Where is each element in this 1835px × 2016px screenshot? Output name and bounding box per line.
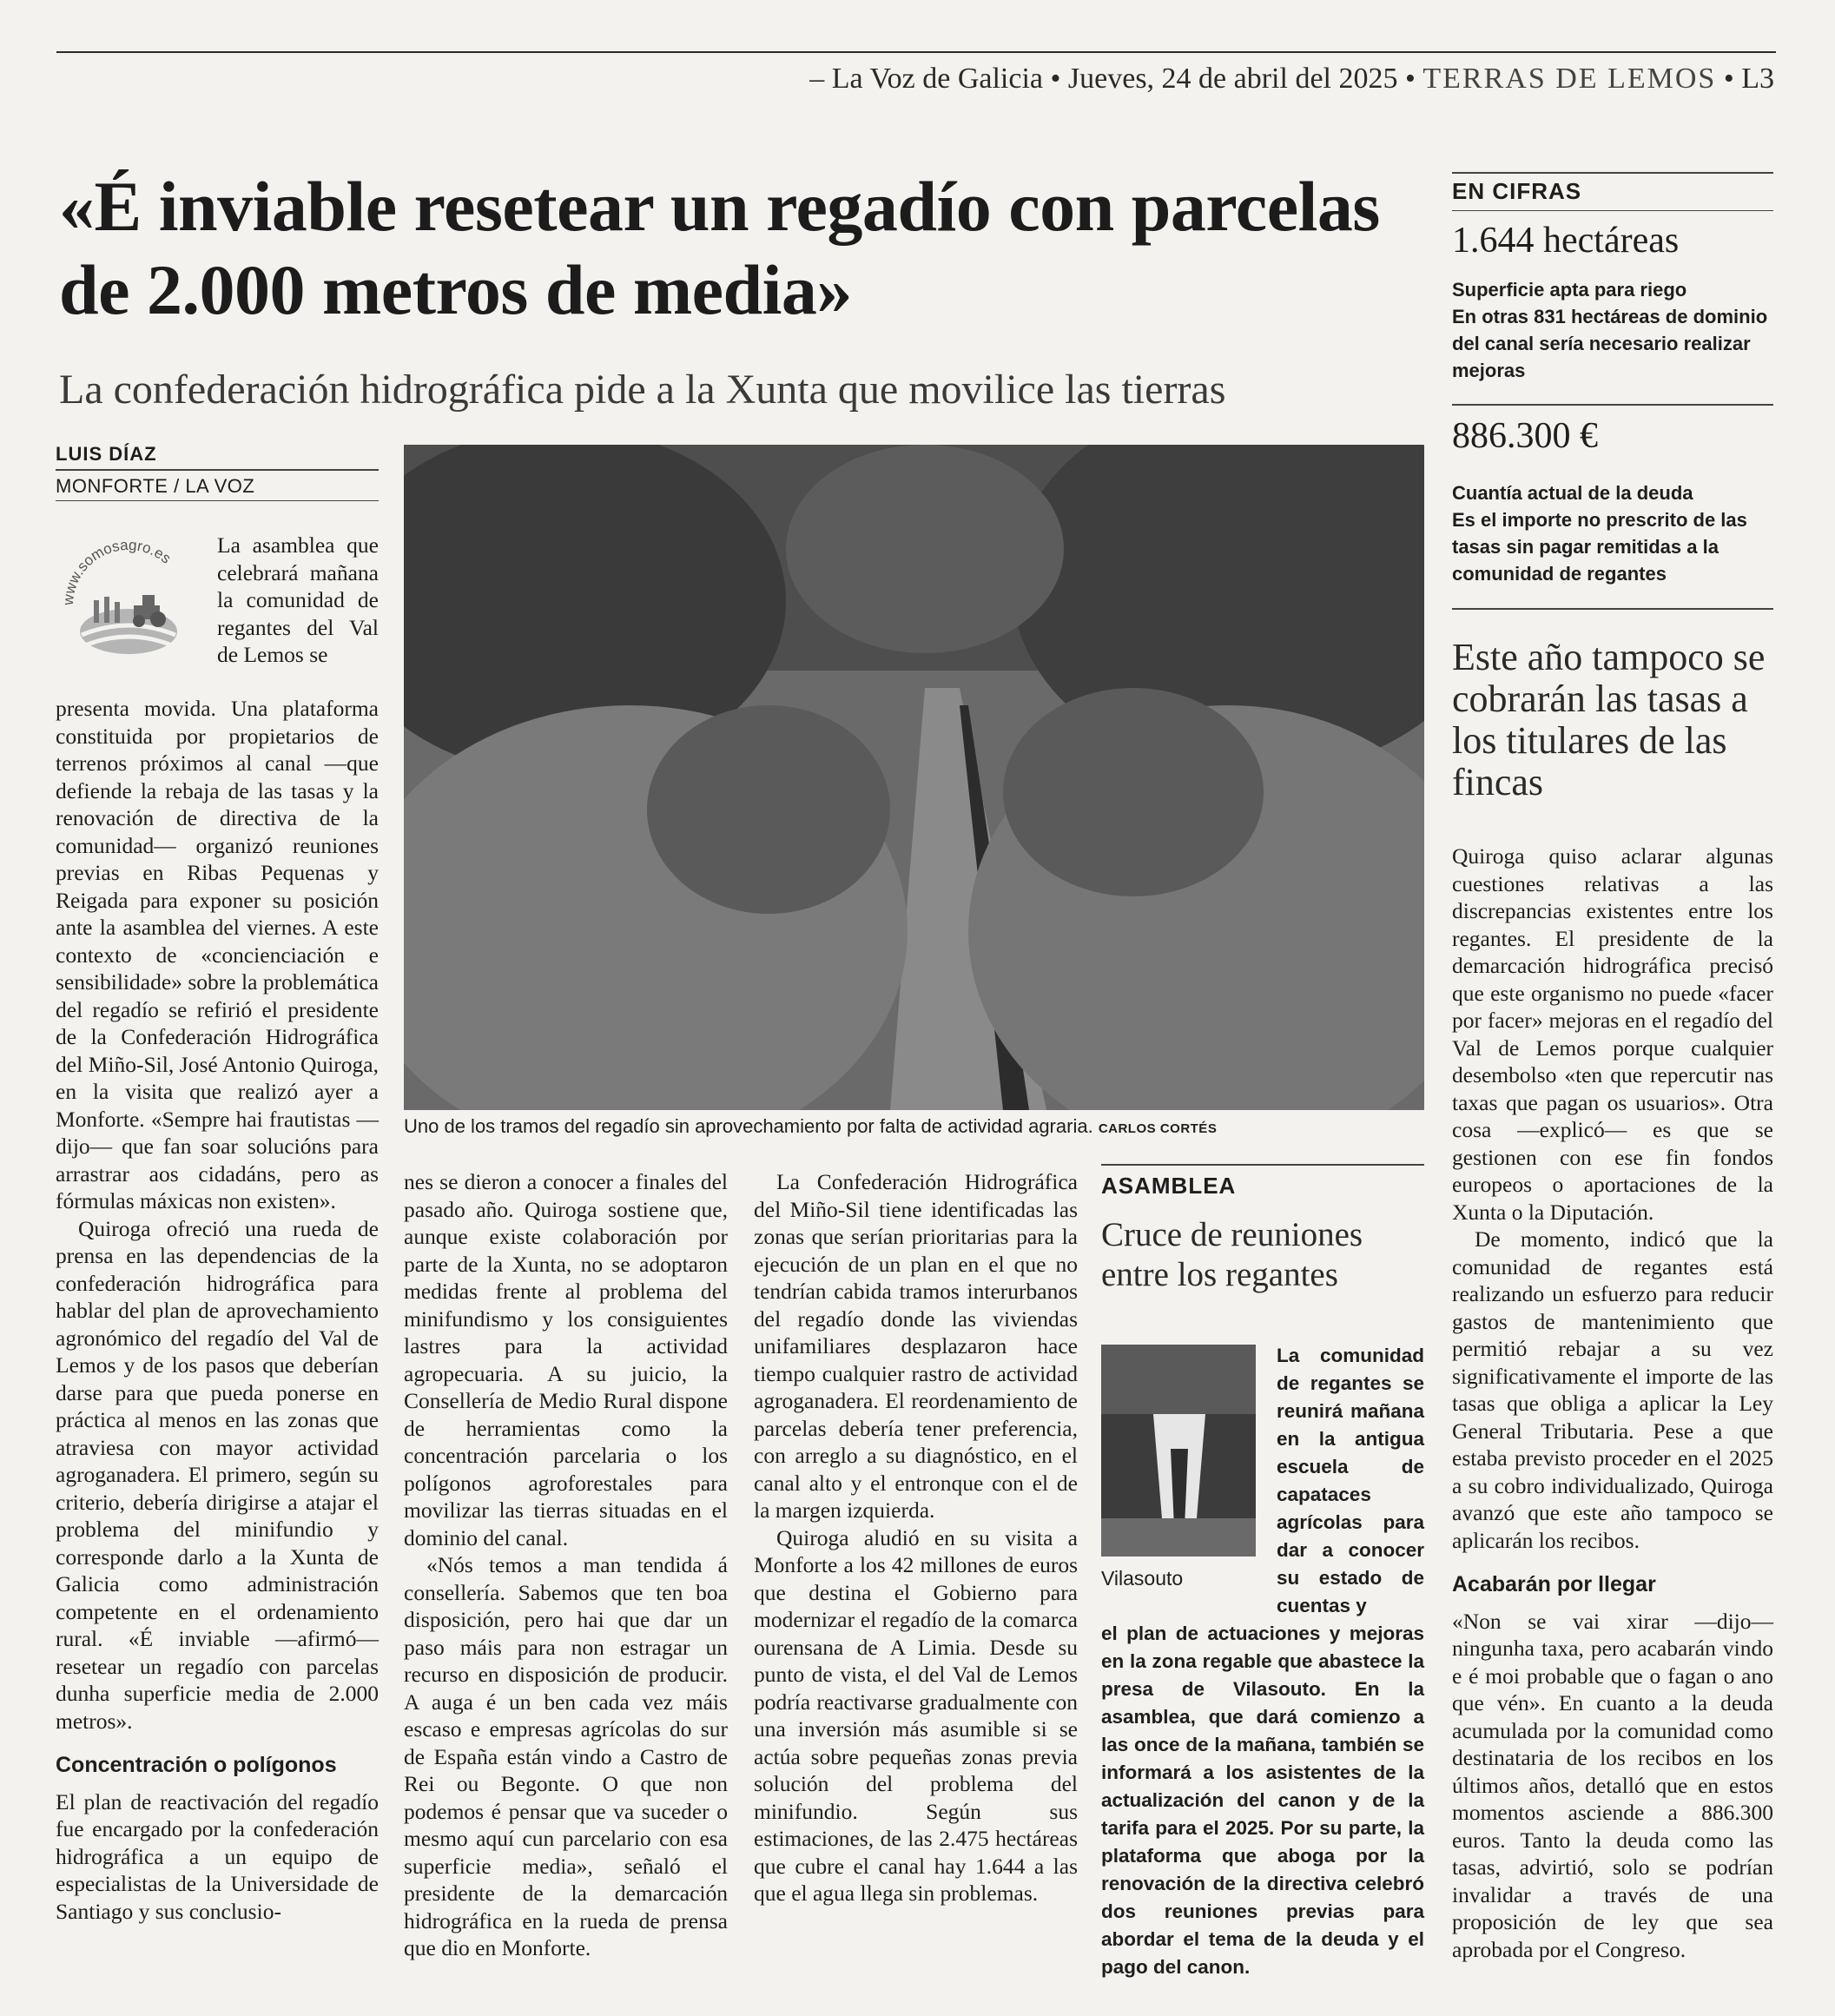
figure-debt-desc	[1452, 479, 1773, 587]
desc-title: Superficie apta para riego	[1452, 279, 1687, 301]
article-column-2	[404, 1168, 728, 1962]
byline: LUIS DÍAZ	[56, 443, 157, 465]
somosagro-logo	[56, 525, 201, 671]
folio-bullet: •	[1050, 63, 1068, 95]
body-paragraph: Quiroga aludió en su visita a Monforte a los 42 millones de euros que destina el Gobierno para modernizar el regadío de la comarca ourensana de A Limia. Desde su punto de vista, el del Val de Lemos podría reactivarse gradualmente con una inversión más asumible si se actúa sobre pequeñas zonas previa solución del problema del minifundio. Según sus estimaciones, de las 2.475 hectáreas que cubre el canal hay 1.644 a las que el agua llega sin problemas.	[754, 1524, 1078, 1906]
body-paragraph: La Confederación Hidrográfica del Miño-Sil tiene identificadas las zonas que serían prioritarias para la ejecución de un plan en el que no tendrían cabida tramos interurbanos del regadío donde las viviendas unifamiliares desplazaron hace tiempo cualquier rastro de actividad agroganadera. El reordenamiento de parcelas debería tener preferencia, con arreglo a su diagnóstico, en el canal alto y el entronque con el de la margen izquierda.	[754, 1169, 1078, 1523]
cifras-mid-rule	[1452, 404, 1773, 406]
newspaper-name: La Voz de Galicia	[831, 63, 1043, 95]
page-folio	[809, 63, 1774, 96]
folio-bullet: •	[1723, 63, 1742, 95]
sidebar-label: ASAMBLEA	[1101, 1173, 1237, 1199]
article-headline: «É inviable resetear un regadío con parcelas de 2.000 metros de media»	[59, 167, 1380, 329]
article-subheadline: La confederación hidrográfica pide a la Xunta que movilice las tierras	[59, 367, 1226, 413]
body-paragraph: Quiroga quiso aclarar algunas cuestiones relativas a las discrepancias existentes entre los regantes. El presidente de la demarcación hidrográfica precisó que este organismo no puede «facer por facer» mejoras en el regadío del Val de Lemos porque cualquier desembolso «ten que repercutir nas taxas que pagan os usuarios». Otra cosa —explicó— es que se gestionen con ese fin fondos europeos o aportaciones de la Xunta o la Diputación.	[1452, 843, 1773, 1225]
svg-text:www.somosagro.es	[60, 537, 175, 607]
vilasouto-photo	[1101, 1345, 1256, 1557]
issue-date: Jueves, 24 de abril del 2025	[1067, 63, 1398, 95]
cifras-bottom-rule	[1452, 608, 1773, 610]
page-number: L3	[1741, 63, 1774, 95]
logo-text: www.somosagro.es	[59, 536, 175, 606]
figure-debt: 886.300 €	[1452, 416, 1598, 456]
desc-text: En otras 831 hectáreas de dominio del canal sería necesario realizar mejoras	[1452, 306, 1768, 381]
side-article-body	[1452, 843, 1773, 1963]
header-rule	[56, 51, 1776, 53]
sidebar-text-bottom: el plan de actuaciones y mejoras en la zona regable que abastece la presa de Vilasouto. En la asamblea, que dará comienzo a las once de la mañana, también se informará a los asistentes de la actualización del canon y de la tarifa para el 2025. Por su parte, la plataforma que aboga por la renovación de la directiva celebró dos reuniones previas para abordar el tema de la deuda y el pago del canon.	[1101, 1623, 1424, 1978]
photo-caption	[404, 1115, 1429, 1138]
figure-hectares: 1.644 hectáreas	[1452, 221, 1680, 261]
vilasouto-caption: Vilasouto	[1101, 1567, 1184, 1590]
desc-title: Cuantía actual de la deuda	[1452, 482, 1693, 504]
byline-rule	[56, 469, 379, 471]
cifras-label: EN CIFRAS	[1452, 178, 1582, 204]
subheading: Acabarán por llegar	[1452, 1572, 1656, 1596]
sidebar-top-rule	[1101, 1164, 1424, 1166]
body-paragraph: nes se dieron a conocer a finales del pasado año. Quiroga sostiene que, aunque existe colaboración por parte de la Xunta, no se adoptaron medidas frente al problema del minifundismo y los consiguientes lastres para la actividad agropecuaria. A su juicio, la Consellería de Medio Rural dispone de herramientas como la concentración parcelaria o los polígonos agroforestales para movilizar las tierras situadas en el dominio del canal.	[404, 1169, 728, 1550]
cifras-top-rule	[1452, 172, 1773, 174]
subheading: Concentración o polígonos	[56, 1753, 337, 1777]
asamblea-sidebar	[1101, 1173, 1424, 1295]
figure-hectares-desc	[1452, 276, 1773, 384]
folio-bullet: •	[1404, 63, 1423, 95]
side-article-title: Este año tampoco se cobrarán las tasas a los titulares de las fincas	[1452, 636, 1766, 803]
section-name: TERRAS DE LEMOS	[1422, 63, 1717, 95]
body-paragraph: El plan de reactivación del regadío fue encargado por la confederación hidrográfica a un equipo de especialistas de la Universidade de Santiago y sus conclusio-	[56, 1788, 379, 1924]
cifras-label-rule	[1452, 210, 1773, 211]
caption-text: Uno de los tramos del regadío sin aprovechamiento por falta de actividad agraria.	[404, 1115, 1093, 1137]
main-photo	[404, 445, 1424, 1110]
body-paragraph: De momento, indicó que la comunidad de regantes está realizando un esfuerzo para reducir gastos de mantenimiento que permitió rebajar a su vez significativamente el importe de las tasas que obliga a aplicar la Ley General Tributaria. Pese a que estaba previsto proceder en el 2025 a su cobro individualizado, Quiroga avanzó que este año tampoco se aplicarán los recibos.	[1452, 1226, 1773, 1553]
folio-dash: –	[809, 63, 832, 95]
sidebar-title: Cruce de reuniones entre los regantes	[1101, 1216, 1363, 1293]
article-column-1	[56, 695, 379, 1925]
body-paragraph: presenta movida. Una plataforma constituida por propietarios de terrenos próximos al canal —que defiende la rebaja de las tasas y la renovación de directiva de la comunidad— organizó reuniones previas en Ribas Pequenas y Reigada para exponer su posición ante la asamblea del viernes. A este contexto de «concienciación e sensibilidade» sobre la problemática del regadío se refirió el presidente de la Confederación Hidrográfica del Miño-Sil, José Antonio Quiroga, en la visita que realizó ayer a Monforte. «Sempre hai frautistas —dijo— que fan soar solucións para arrastrar aos cidadáns, pero as fórmulas máxicas non existen».	[56, 696, 379, 1213]
dateline-rule	[56, 500, 379, 501]
desc-text: Es el importe no prescrito de las tasas sin pagar remitidas a la comunidad de regantes	[1452, 509, 1747, 585]
body-paragraph: «Non se vai xirar —dijo— ningunha taxa, pero acabarán vindo e é moi probable que o fagan o ano que vén». En cuanto a la deuda acumulada por la comunidad como destinataria de los recibos en los últimos años, detalló que en estos momentos asciende a 886.300 euros. Tanto la deuda como las tasas, advirtió, solo se podrían invalidar a través de una proposición de ley que sea aprobada por el Congreso.	[1452, 1608, 1773, 1962]
lead-paragraph-start: La asamblea que celebrará mañana la comunidad de regantes del Val de Lemos se	[217, 532, 379, 667]
photo-credit: CARLOS CORTÉS	[1098, 1121, 1218, 1136]
body-paragraph: Quiroga ofreció una rueda de prensa en las dependencias de la confederación hidrográfica para hablar del plan de aprovechamiento agronómico del regadío del Val de Lemos y de los pasos que deberían darse para que pueda ponerse en práctica al menos en las zonas que atraviesa con mayor actividad agroganadera. El primero, según su criterio, debería dirigirse a atajar el problema del minifundio y corresponde darlo a la Xunta de Galicia como administración competente en el ordenamiento rural. «É inviable —afirmó— resetear un regadío con parcelas dunha superficie media de 2.000 metros».	[56, 1215, 379, 1734]
article-column-3	[754, 1168, 1078, 1907]
sidebar-text-right: La comunidad de regantes se reunirá mañana en la antigua escuela de capataces agrícolas para dar a conocer su estado de cuentas y	[1277, 1345, 1424, 1616]
dateline: MONFORTE / LA VOZ	[56, 475, 255, 497]
body-paragraph: «Nós temos a man tendida á consellería. Sabemos que ten boa disposición, pero hai que dar un paso máis para non estragar un recurso en disposición de producir. A auga é un ben cada vez máis escaso e empresas agrícolas do sur de España están vindo a Castro de Rei ou Begonte. O que non podemos é pensar que va suceder o mesmo aquí cun parcelario con esa superficie media», señaló el presidente de la demarcación hidrográfica en la rueda de prensa que dio en Monforte.	[404, 1552, 728, 1960]
